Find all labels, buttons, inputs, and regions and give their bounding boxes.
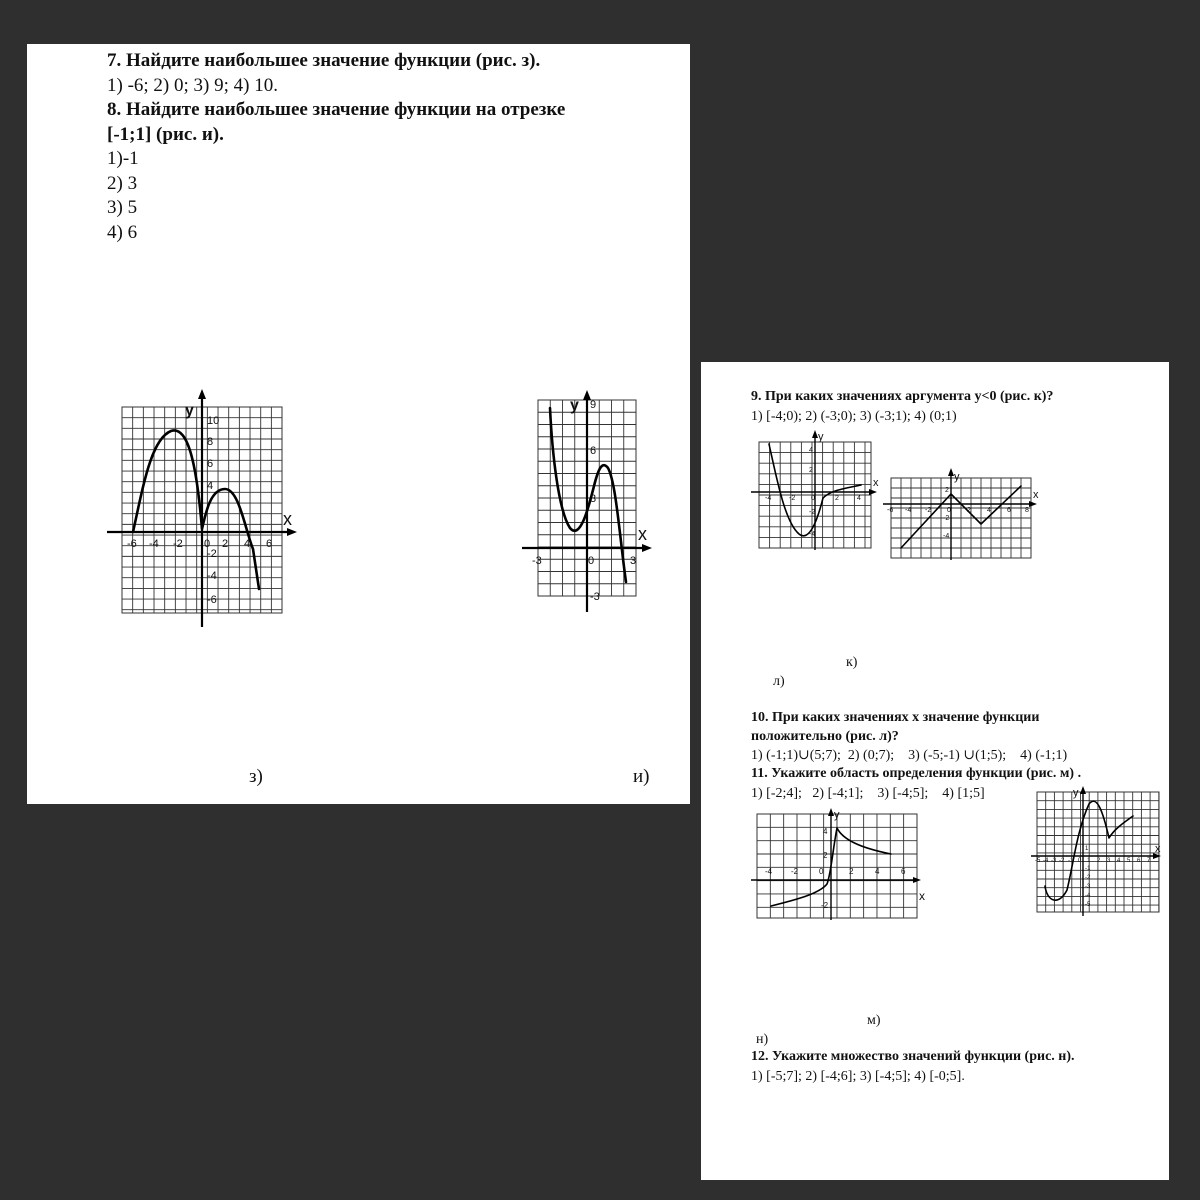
question-8-option-2: 2) 3	[107, 173, 138, 194]
graph-z-x-tick: 6	[266, 538, 273, 550]
graph-z-x-tick: -4	[149, 538, 159, 550]
graph-m-y-tick: -2	[821, 901, 829, 910]
graph-n-x-tick: 6	[1137, 858, 1141, 864]
graph-n	[1031, 786, 1166, 918]
graph-m-y-tick: 2	[823, 851, 828, 860]
graph-m-x-tick: 2	[849, 867, 854, 876]
graph-i-x-label: х	[638, 524, 647, 544]
graph-n-x-tick: -5	[1035, 858, 1041, 864]
graph-z-curve	[133, 430, 259, 589]
graph-l-x-tick: 0	[947, 507, 951, 514]
graph-l-y-tick: -2	[943, 515, 950, 522]
graph-n-x-tick: -4	[1043, 858, 1049, 864]
graph-n-x-tick: 4	[1117, 858, 1121, 864]
graph-n-y-tick: 1	[1085, 846, 1089, 852]
question-12-options: 1) [-5;7]; 2) [-4;6]; 3) [-4;5]; 4) [-0;5].	[751, 1069, 965, 1084]
question-8-title-line2: [-1;1] (рис. и).	[107, 124, 224, 145]
graph-m-x-tick: -4	[765, 867, 773, 876]
graph-m-x-label: х	[919, 889, 925, 903]
graph-k-y-tick: 2	[809, 467, 813, 474]
worksheet-page-right	[701, 362, 1169, 1180]
graph-m-x-tick: -2	[791, 867, 799, 876]
graph-n-x-tick: 1	[1087, 858, 1091, 864]
graph-z-y-tick: 10	[207, 415, 220, 427]
graph-n-y-tick: -5	[1085, 902, 1091, 908]
graph-n-x-tick: 3	[1107, 858, 1111, 864]
graph-l-x-tick: -2	[925, 507, 932, 514]
graph-n-y-tick: -4	[1085, 893, 1091, 899]
graph-n-y-label: у	[1073, 787, 1079, 799]
graph-i-y-tick: 9	[590, 399, 597, 411]
graph-i-y-tick: 3	[590, 493, 597, 505]
worksheet-page-left	[27, 44, 690, 804]
graph-n-x-tick: -3	[1051, 858, 1057, 864]
graph-n-y-tick: -3	[1085, 884, 1091, 890]
graph-n-x-label: х	[1155, 843, 1161, 855]
graph-k-x-tick: -2	[789, 495, 796, 502]
graph-k-y-label: у	[818, 431, 824, 443]
graph-m-x-tick: 4	[875, 867, 880, 876]
graph-i	[522, 390, 662, 618]
graph-l-y-tick: -4	[943, 533, 950, 540]
question-10-title-line1: 10. При каких значениях х значение функции	[751, 710, 1040, 725]
graph-l-x-tick: -4	[905, 507, 912, 514]
graph-n-x-tick: 2	[1097, 858, 1101, 864]
question-7-title: 7. Найдите наибольшее значение функции (рис. з).	[107, 50, 541, 71]
graph-z-y-tick: 6	[207, 458, 214, 470]
question-8-option-3: 3) 5	[107, 197, 138, 218]
question-8-option-1: 1)-1	[107, 148, 139, 169]
graph-n-y-tick: -2	[1085, 875, 1091, 881]
graph-z-x-tick: 0	[204, 538, 211, 550]
graph-l-y-tick: 2	[945, 487, 949, 494]
question-9-title: 9. При каких значениях аргумента у<0 (рис. к)?	[751, 389, 1054, 404]
graph-z-y-tick: 8	[207, 436, 214, 448]
graph-m	[751, 808, 931, 922]
graph-n-x-tick: 7	[1147, 858, 1151, 864]
graph-l-x-tick: -6	[887, 507, 894, 514]
graph-z-x-tick: 4	[244, 538, 251, 550]
graph-m-y-label: у	[834, 809, 840, 821]
graph-n-x-tick: -2	[1059, 858, 1065, 864]
graph-l-x-label: х	[1033, 489, 1039, 501]
graph-i-y-tick: 6	[590, 445, 597, 457]
graph-z-x-tick: -6	[127, 538, 137, 550]
graph-z-x-label: х	[283, 509, 292, 529]
graph-m-y-tick: 4	[823, 827, 828, 836]
question-10-title-line2: положительно (рис. л)?	[751, 729, 899, 744]
caption-m: м)	[867, 1013, 881, 1028]
graph-l-x-tick: 4	[987, 507, 991, 514]
graph-z-x-tick: 2	[222, 538, 229, 550]
graph-n-x-tick: 0	[1078, 858, 1082, 864]
graph-i-y-tick: -3	[590, 591, 600, 603]
graph-k-y-tick: -4	[809, 531, 816, 538]
graph-l-x-tick: 8	[1025, 507, 1029, 514]
graph-l-x-tick: 2	[967, 507, 971, 514]
question-8-title-line1: 8. Найдите наибольшее значение функции на отрезке	[107, 99, 566, 120]
caption-l: л)	[773, 674, 785, 689]
graph-k-x-tick: 2	[835, 495, 839, 502]
graph-n-x-tick: 5	[1127, 858, 1131, 864]
graph-z-x-tick: -2	[173, 538, 183, 550]
graph-z-y-tick: -4	[207, 570, 217, 582]
graph-z-y-tick: -6	[207, 594, 217, 606]
graph-k-x-tick: 4	[857, 495, 861, 502]
caption-i: и)	[633, 766, 650, 787]
caption-k: к)	[846, 655, 858, 670]
question-10-options: 1) (-1;1)∪(5;7); 2) (0;7); 3) (-5;-1) ∪(1;5); 4) (-1;1)	[751, 748, 1068, 763]
question-12-title: 12. Укажите множество значений функции (рис. н).	[751, 1049, 1075, 1064]
graph-l-y-label: у	[954, 471, 960, 483]
graph-m-x-tick: 6	[901, 867, 906, 876]
question-11-title: 11. Укажите область определения функции (рис. м) .	[751, 766, 1082, 781]
graph-i-y-label: у	[570, 397, 579, 414]
graph-z-y-tick: 4	[207, 480, 214, 492]
graph-l	[883, 468, 1043, 562]
graph-k-x-tick: -4	[765, 495, 772, 502]
question-7-options: 1) -6; 2) 0; 3) 9; 4) 10.	[107, 75, 278, 96]
graph-i-x-tick: -3	[532, 555, 542, 567]
graph-i-x-tick: 0	[588, 555, 595, 567]
graph-k-x-label: х	[873, 477, 879, 489]
graph-l-x-tick: 6	[1007, 507, 1011, 514]
graph-m-x-tick: 0	[819, 867, 824, 876]
graph-k-y-tick: -2	[809, 509, 816, 516]
question-8-option-4: 4) 6	[107, 222, 138, 243]
caption-z: з)	[249, 766, 263, 787]
graph-z-y-label: у	[185, 402, 194, 419]
graph-n-y-tick: -1	[1085, 866, 1091, 872]
graph-k	[751, 430, 883, 552]
question-9-options: 1) [-4;0); 2) (-3;0); 3) (-3;1); 4) (0;1)	[751, 409, 957, 424]
graph-z-y-tick: -2	[207, 548, 217, 560]
graph-k-y-tick: 4	[809, 447, 813, 454]
graph-k-x-tick: 0	[811, 495, 815, 502]
graph-z	[107, 389, 307, 629]
question-11-options: 1) [-2;4]; 2) [-4;1]; 3) [-4;5]; 4) [1;5]	[751, 786, 985, 801]
caption-n: н)	[756, 1032, 769, 1047]
graph-n-x-tick: -1	[1068, 858, 1074, 864]
graph-i-x-tick: 3	[630, 555, 637, 567]
